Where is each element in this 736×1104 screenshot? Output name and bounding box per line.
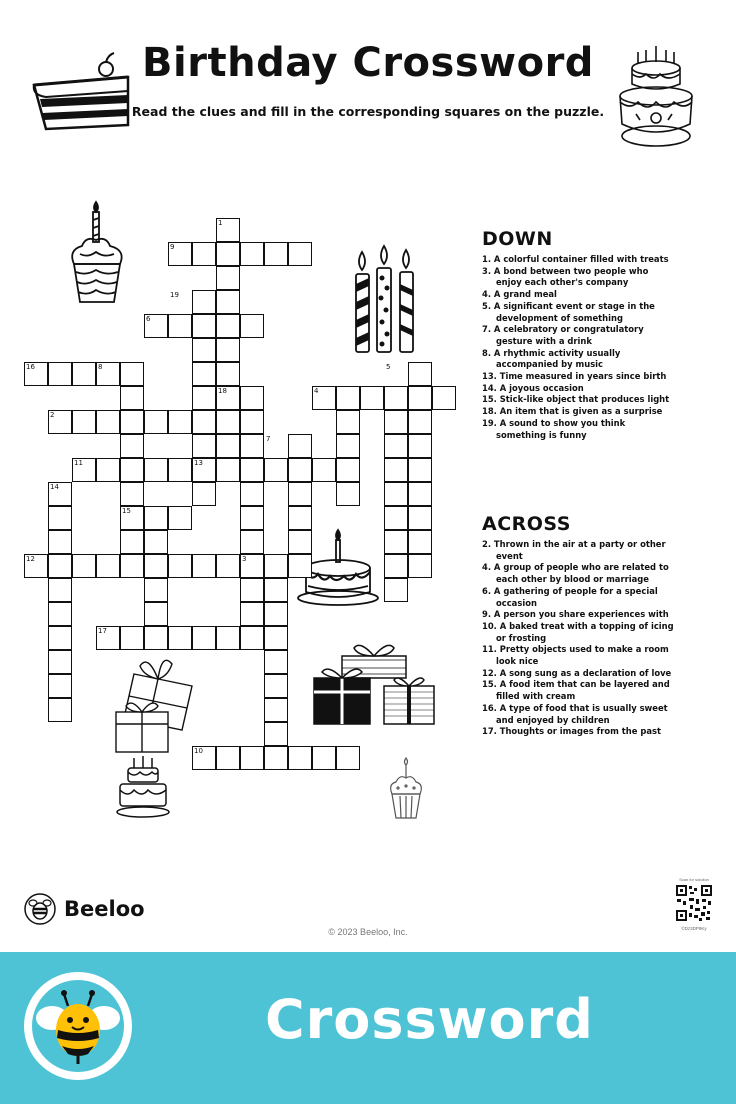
grid-cell[interactable] bbox=[336, 458, 360, 482]
grid-cell[interactable] bbox=[240, 458, 264, 482]
clue-number: 14 bbox=[50, 483, 59, 491]
across-clue: 16. A type of food that is usually sweet and enjoyed by children bbox=[482, 702, 668, 725]
grid-cell[interactable] bbox=[264, 698, 288, 722]
clue-number: 3 bbox=[242, 555, 247, 563]
grid-cell[interactable] bbox=[216, 626, 240, 650]
grid-cell[interactable] bbox=[120, 626, 144, 650]
grid-cell[interactable] bbox=[288, 242, 312, 266]
grid-cell[interactable] bbox=[360, 386, 384, 410]
grid-cell[interactable] bbox=[168, 314, 192, 338]
grid-cell[interactable] bbox=[384, 458, 408, 482]
grid-cell[interactable] bbox=[288, 434, 312, 458]
grid-cell[interactable] bbox=[216, 554, 240, 578]
clue-number: 16 bbox=[26, 363, 35, 371]
clue-number: 13 bbox=[194, 459, 203, 467]
page-subtitle: Read the clues and fill in the corresponding squares on the puzzle. bbox=[131, 104, 605, 119]
grid-cell[interactable] bbox=[240, 242, 264, 266]
down-clue: 14. A joyous occasion bbox=[482, 382, 584, 393]
grid-cell[interactable] bbox=[264, 554, 288, 578]
clue-number: 10 bbox=[194, 747, 203, 755]
grid-cell[interactable] bbox=[192, 554, 216, 578]
grid-cell[interactable] bbox=[48, 578, 72, 602]
across-clue: 2. Thrown in the air at a party or other event bbox=[482, 539, 666, 561]
grid-cell[interactable] bbox=[168, 506, 192, 530]
grid-cell[interactable] bbox=[264, 578, 288, 602]
across-clue: 9. A person you share experiences with bbox=[482, 609, 669, 620]
across-heading: ACROSS bbox=[482, 513, 571, 535]
grid-cell[interactable] bbox=[288, 458, 312, 482]
grid-cell[interactable] bbox=[48, 362, 72, 386]
grid-cell[interactable] bbox=[48, 530, 72, 554]
grid-cell[interactable] bbox=[48, 602, 72, 626]
grid-cell[interactable] bbox=[120, 458, 144, 482]
grid-cell[interactable] bbox=[216, 434, 240, 458]
grid-cell[interactable] bbox=[216, 314, 240, 338]
grid-cell[interactable] bbox=[48, 554, 72, 578]
qr-caption-top: Scan for solution bbox=[679, 877, 709, 882]
grid-cell[interactable] bbox=[192, 242, 216, 266]
down-clues bbox=[482, 228, 722, 441]
grid-cell[interactable] bbox=[408, 458, 432, 482]
grid-cell[interactable] bbox=[264, 242, 288, 266]
grid-cell[interactable] bbox=[408, 362, 432, 386]
grid-cell[interactable] bbox=[168, 458, 192, 482]
grid-cell[interactable] bbox=[168, 410, 192, 434]
grid-cell[interactable] bbox=[288, 746, 312, 770]
grid-cell[interactable] bbox=[288, 482, 312, 506]
grid-cell[interactable] bbox=[120, 530, 144, 554]
across-clues bbox=[482, 513, 722, 738]
grid-cell[interactable] bbox=[336, 386, 360, 410]
clue-number: 8 bbox=[98, 363, 103, 371]
grid-cell[interactable] bbox=[144, 626, 168, 650]
grid-cell[interactable] bbox=[264, 746, 288, 770]
grid-cell[interactable] bbox=[216, 266, 240, 290]
clue-number: 1 bbox=[218, 219, 223, 227]
grid-cell[interactable] bbox=[264, 626, 288, 650]
grid-cell[interactable] bbox=[192, 626, 216, 650]
grid-cell[interactable] bbox=[240, 578, 264, 602]
down-clue: 7. A celebratory or congratulatory gesture with a drink bbox=[482, 324, 644, 346]
grid-cell[interactable] bbox=[264, 722, 288, 746]
grid-cell[interactable] bbox=[336, 434, 360, 458]
grid-cell[interactable] bbox=[240, 434, 264, 458]
grid-cell[interactable] bbox=[216, 290, 240, 314]
grid-cell[interactable] bbox=[240, 602, 264, 626]
grid-cell[interactable] bbox=[144, 602, 168, 626]
clue-number: 15 bbox=[122, 507, 131, 515]
grid-cell[interactable] bbox=[144, 458, 168, 482]
grid-cell[interactable] bbox=[264, 458, 288, 482]
grid-cell[interactable] bbox=[144, 578, 168, 602]
grid-cell[interactable] bbox=[384, 386, 408, 410]
bee-mascot-icon bbox=[22, 970, 134, 1082]
grid-cell[interactable] bbox=[312, 746, 336, 770]
grid-cell[interactable] bbox=[48, 698, 72, 722]
grid-cell[interactable] bbox=[264, 674, 288, 698]
copyright: © 2023 Beeloo, Inc. bbox=[328, 927, 408, 937]
grid-cell[interactable] bbox=[240, 626, 264, 650]
qr-code-icon[interactable] bbox=[675, 884, 713, 922]
grid-cell[interactable] bbox=[384, 410, 408, 434]
grid-cell[interactable] bbox=[48, 674, 72, 698]
grid-cell[interactable] bbox=[192, 410, 216, 434]
banner-label: Crossword bbox=[265, 988, 594, 1051]
grid-cell[interactable] bbox=[264, 650, 288, 674]
grid-cell[interactable] bbox=[336, 746, 360, 770]
grid-cell[interactable] bbox=[240, 482, 264, 506]
grid-cell[interactable] bbox=[264, 602, 288, 626]
grid-cell[interactable] bbox=[384, 434, 408, 458]
grid-cell[interactable] bbox=[216, 242, 240, 266]
down-clue: 13. Time measured in years since birth bbox=[482, 371, 667, 382]
grid-cell[interactable] bbox=[168, 626, 192, 650]
down-heading: DOWN bbox=[482, 228, 553, 250]
grid-cell[interactable] bbox=[72, 410, 96, 434]
grid-cell[interactable] bbox=[120, 386, 144, 410]
grid-cell[interactable] bbox=[192, 386, 216, 410]
grid-cell[interactable] bbox=[120, 482, 144, 506]
grid-cell[interactable] bbox=[120, 410, 144, 434]
grid-cell[interactable] bbox=[216, 338, 240, 362]
down-clue: 5. A significant event or stage in the development of something bbox=[482, 300, 655, 323]
bee-logo-icon bbox=[24, 893, 56, 925]
grid-cell[interactable] bbox=[144, 410, 168, 434]
brand-name: Beeloo bbox=[64, 897, 145, 921]
grid-cell[interactable] bbox=[192, 290, 216, 314]
clue-number: 19 bbox=[170, 291, 179, 299]
grid-cell[interactable] bbox=[408, 530, 432, 554]
grid-cell[interactable] bbox=[120, 362, 144, 386]
grid-cell[interactable] bbox=[408, 410, 432, 434]
grid-cell[interactable] bbox=[384, 554, 408, 578]
grid-cell[interactable] bbox=[120, 554, 144, 578]
grid-cell[interactable] bbox=[144, 554, 168, 578]
grid-cell[interactable] bbox=[48, 650, 72, 674]
grid-cell[interactable] bbox=[192, 338, 216, 362]
clue-number: 4 bbox=[314, 387, 319, 395]
across-clue: 15. A food item that can be layered and filled with cream bbox=[482, 679, 670, 702]
across-clue: 12. A song sung as a declaration of love bbox=[482, 667, 672, 678]
grid-cell[interactable] bbox=[96, 410, 120, 434]
page-title: Birthday Crossword bbox=[142, 40, 594, 86]
across-clue: 17. Thoughts or images from the past bbox=[482, 726, 661, 737]
grid-cell[interactable] bbox=[288, 506, 312, 530]
grid-cell[interactable] bbox=[144, 530, 168, 554]
grid-cell[interactable] bbox=[144, 506, 168, 530]
grid-cell[interactable] bbox=[48, 626, 72, 650]
grid-cell[interactable] bbox=[216, 746, 240, 770]
clue-number: 5 bbox=[386, 363, 391, 371]
qr-caption-bottom: ©Dz3DP9Ky bbox=[681, 926, 707, 931]
grid-cell[interactable] bbox=[72, 362, 96, 386]
grid-cell[interactable] bbox=[408, 554, 432, 578]
grid-cell[interactable] bbox=[216, 362, 240, 386]
down-clue: 18. An item that is given as a surprise bbox=[482, 406, 663, 417]
grid-cell[interactable] bbox=[240, 314, 264, 338]
grid-cell[interactable] bbox=[384, 530, 408, 554]
clue-number: 2 bbox=[50, 411, 55, 419]
grid-cell[interactable] bbox=[408, 482, 432, 506]
grid-cell[interactable] bbox=[192, 482, 216, 506]
down-clue: 1. A colorful container filled with treats bbox=[482, 254, 669, 264]
grid-cell[interactable] bbox=[96, 458, 120, 482]
down-clue: 8. A rhythmic activity usually accompanied by music bbox=[482, 347, 621, 370]
grid-cell[interactable] bbox=[96, 554, 120, 578]
clue-number: 11 bbox=[74, 459, 83, 467]
clue-number: 6 bbox=[146, 315, 151, 323]
grid-cell[interactable] bbox=[240, 746, 264, 770]
grid-cell[interactable] bbox=[336, 410, 360, 434]
clue-number: 9 bbox=[170, 243, 175, 251]
down-clue: 3. A bond between two people who enjoy each other's company bbox=[482, 265, 649, 288]
grid-cell[interactable] bbox=[48, 506, 72, 530]
grid-cell[interactable] bbox=[216, 458, 240, 482]
grid-cell[interactable] bbox=[192, 314, 216, 338]
grid-cell[interactable] bbox=[384, 482, 408, 506]
grid-cell[interactable] bbox=[336, 482, 360, 506]
down-clue: 15. Stick-like object that produces light bbox=[482, 394, 670, 405]
across-clue: 11. Pretty objects used to make a room look nice bbox=[482, 644, 669, 667]
clue-number: 18 bbox=[218, 387, 227, 395]
grid-cell[interactable] bbox=[168, 554, 192, 578]
across-clue: 6. A gathering of people for a special occasion bbox=[482, 585, 658, 608]
grid-cell[interactable] bbox=[240, 506, 264, 530]
grid-cell[interactable] bbox=[120, 434, 144, 458]
grid-cell[interactable] bbox=[72, 554, 96, 578]
grid-cell[interactable] bbox=[288, 530, 312, 554]
brand bbox=[24, 893, 145, 925]
grid-cell[interactable] bbox=[408, 506, 432, 530]
grid-cell[interactable] bbox=[288, 554, 312, 578]
down-clue: 19. A sound to show you think something is funny bbox=[482, 417, 626, 440]
grid-cell[interactable] bbox=[384, 506, 408, 530]
clue-number: 12 bbox=[26, 555, 35, 563]
grid-cell[interactable] bbox=[192, 434, 216, 458]
grid-cell[interactable] bbox=[312, 458, 336, 482]
grid-cell[interactable] bbox=[384, 578, 408, 602]
down-clue: 4. A grand meal bbox=[482, 289, 557, 300]
clue-number: 7 bbox=[266, 435, 271, 443]
grid-cell[interactable] bbox=[240, 530, 264, 554]
clue-number: 17 bbox=[98, 627, 107, 635]
across-clue: 10. A baked treat with a topping of icing or frosting bbox=[482, 620, 674, 643]
across-clue: 4. A group of people who are related to each other by blood or marriage bbox=[482, 562, 669, 585]
grid-cell[interactable] bbox=[240, 386, 264, 410]
grid-cell[interactable] bbox=[216, 410, 240, 434]
grid-cell[interactable] bbox=[240, 410, 264, 434]
grid-cell[interactable] bbox=[192, 362, 216, 386]
grid-cell[interactable] bbox=[408, 434, 432, 458]
grid-cell[interactable] bbox=[432, 386, 456, 410]
grid-cell[interactable] bbox=[408, 386, 432, 410]
